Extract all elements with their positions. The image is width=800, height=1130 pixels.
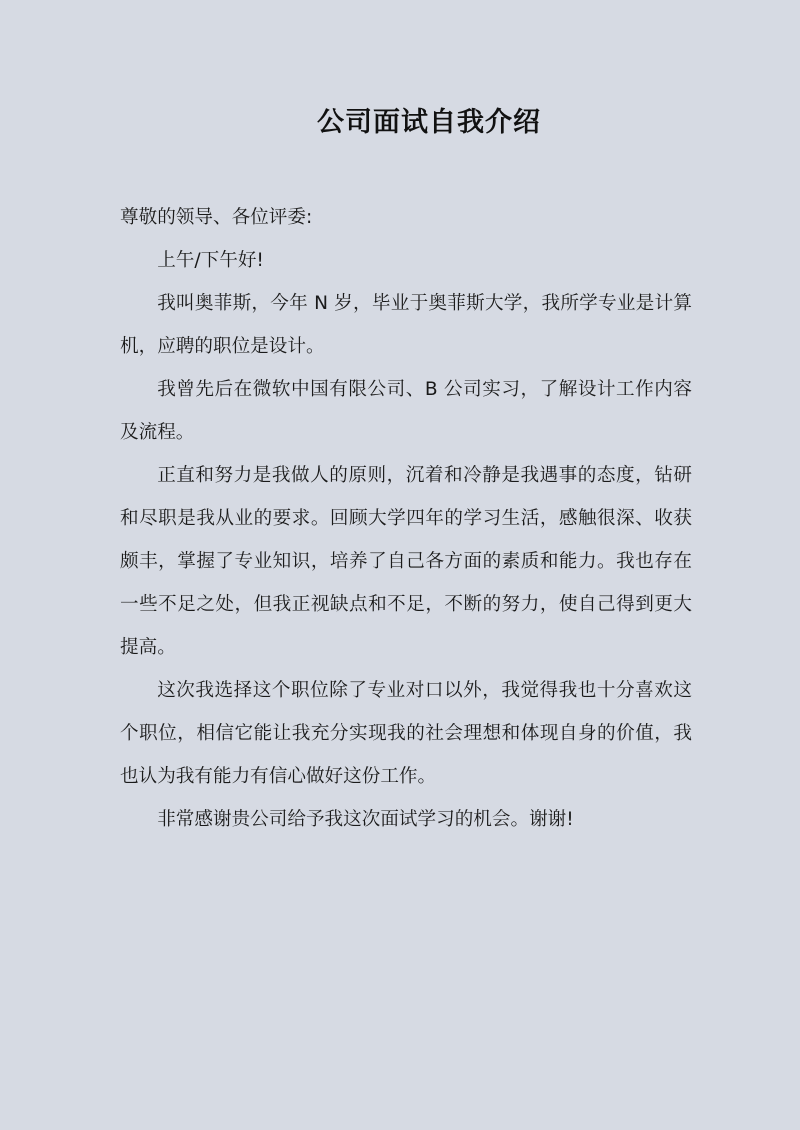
salutation: 尊敬的领导、各位评委: — [120, 207, 313, 228]
document-body — [120, 196, 692, 841]
paragraph-closing: 非常感谢贵公司给予我这次面试学习的机会。谢谢! — [157, 809, 574, 830]
paragraph-motivation: 这次我选择这个职位除了专业对口以外，我觉得我也十分喜欢这个职位，相信它能让我充分实现我的社会理想和体现自身的价值，我也认为我有能力有信心做好这份工作。 — [120, 680, 692, 787]
document-title: 公司面试自我介绍 — [317, 107, 541, 138]
paragraph-introduction: 我叫奥菲斯，今年 N 岁，毕业于奥菲斯大学，我所学专业是计算机，应聘的职位是设计。 — [120, 293, 692, 357]
paragraph-internship: 我曾先后在微软中国有限公司、B 公司实习，了解设计工作内容及流程。 — [120, 379, 692, 443]
paragraph-greeting: 上午/下午好! — [157, 250, 264, 271]
paragraph-principles: 正直和努力是我做人的原则，沉着和冷静是我遇事的态度，钻研和尽职是我从业的要求。回顾大学四年的学习生活，感触很深、收获颇丰，掌握了专业知识，培养了自己各方面的素质和能力。我也存在一些不足之处，但我正视缺点和不足，不断的努力，使自己得到更大提高。 — [120, 465, 692, 658]
